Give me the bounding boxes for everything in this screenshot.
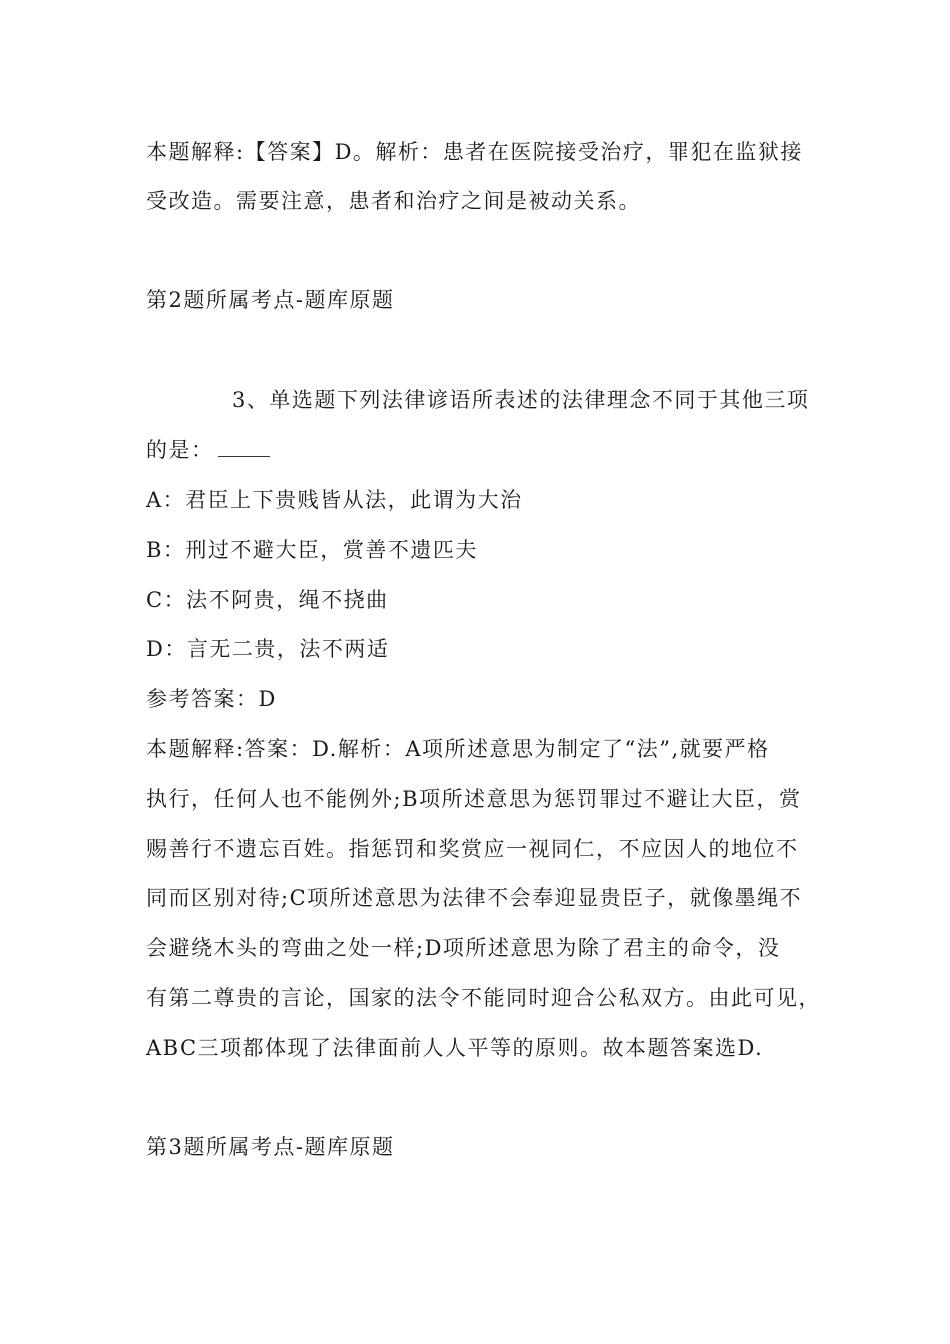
q3-explanation-line-4: 同而区别对待;C项所述意思为法律不会奉迎显贵臣子，就像墨绳不 [146,886,803,910]
q3-stem-text: 的是： [146,438,214,462]
q3-explanation-line-1: 本题解释:答案：D.解析：A项所述意思为制定了“法”,就要严格 [146,737,770,761]
q3-explanation-line-3: 赐善行不遗忘百姓。指惩罚和奖赏应一视同仁，不应因人的地位不 [146,837,799,861]
q3-reference-answer: 参考答案：D [146,687,277,711]
q3-option-a: A：君臣上下贵贱皆从法，此谓为大治 [146,488,523,512]
q2-explanation-line-2: 受改造。需要注意，患者和治疗之间是被动关系。 [146,189,641,213]
q3-knowledge-point: 第3题所属考点-题库原题 [146,1135,395,1159]
q3-option-b: B：刑过不避大臣，赏善不遗匹夫 [146,538,478,562]
q3-explanation-line-2: 执行，任何人也不能例外;B项所述意思为惩罚罪过不避让大臣，赏 [146,787,802,811]
q2-explanation-line-1: 本题解释:【答案】D。解析：患者在医院接受治疗，罪犯在监狱接 [146,140,803,164]
q3-stem-line-1: 3、单选题下列法律谚语所表述的法律理念不同于其他三项 [232,388,810,412]
answer-blank [218,438,270,457]
q2-knowledge-point: 第2题所属考点-题库原题 [146,288,395,312]
q3-option-c: C：法不阿贵，绳不挠曲 [146,588,389,612]
q3-stem-line-2 [146,435,270,465]
q3-explanation-line-7: ABC三项都体现了法律面前人人平等的原则。故本题答案选D. [146,1036,764,1060]
q3-explanation-line-6: 有第二尊贵的言论，国家的法令不能同时迎合公私双方。由此可见， [146,986,821,1010]
q3-option-d: D：言无二贵，法不两适 [146,637,390,661]
q3-explanation-line-5: 会避绕木头的弯曲之处一样;D项所述意思为除了君主的命令，没 [146,936,781,960]
